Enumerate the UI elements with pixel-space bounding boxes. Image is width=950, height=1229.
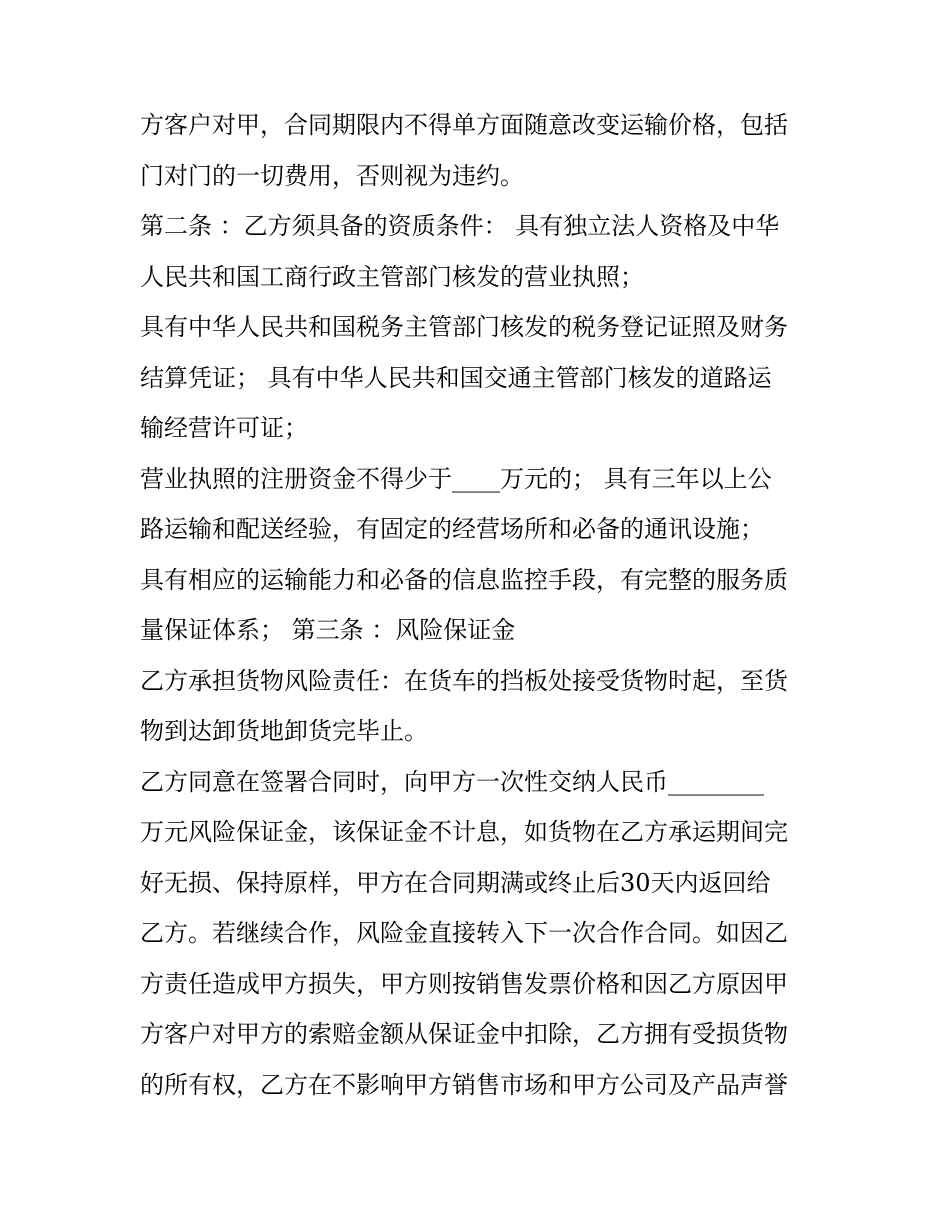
text-line: 第二条 ：乙方须具备的资质条件： 具有独立法人资格及中华 bbox=[140, 212, 780, 240]
text-line: 乙方。若继续合作，风险金直接转入下一次合作合同。如因乙 bbox=[140, 919, 788, 947]
text-line: 输经营许可证； bbox=[140, 414, 308, 442]
text-line: 营业执照的注册资金不得少于____万元的； 具有三年以上公 bbox=[140, 464, 772, 493]
text-line: 的所有权，乙方在不影响甲方销售市场和甲方公司及产品声誉 bbox=[140, 1070, 788, 1099]
text-line: 结算凭证； 具有中华人民共和国交通主管部门核发的道路运 bbox=[140, 363, 772, 392]
text-line: 乙方承担货物风险责任：在货车的挡板处接受货物时起，至货 bbox=[140, 666, 788, 695]
text-line: 万元风险保证金，该保证金不计息，如货物在乙方承运期间完 bbox=[140, 818, 788, 846]
text-line: 具有中华人民共和国税务主管部门核发的税务登记证照及财务 bbox=[140, 313, 788, 341]
text-line: 方客户对甲，合同期限内不得单方面随意改变运输价格，包括 bbox=[140, 111, 788, 139]
text-line: 好无损、保持原样，甲方在合同期满或终止后30天内返回给 bbox=[140, 868, 771, 897]
text-line: 门对门的一切费用，否则视为违约。 bbox=[140, 161, 524, 190]
text-line: 物到达卸货地卸货完毕止。 bbox=[140, 717, 428, 745]
text-line: 方责任造成甲方损失，甲方则按销售发票价格和因乙方原因甲 bbox=[140, 969, 788, 998]
text-line: 方客户对甲方的索赔金额从保证金中扣除，乙方拥有受损货物 bbox=[140, 1020, 788, 1048]
contract-body-text bbox=[140, 100, 830, 1110]
text-line: 人民共和国工商行政主管部门核发的营业执照； bbox=[140, 262, 644, 291]
text-line: 量保证体系； 第三条 ：风险保证金 bbox=[140, 616, 516, 644]
text-line: 路运输和配送经验，有固定的经营场所和必备的通讯设施； bbox=[140, 515, 764, 543]
text-line: 具有相应的运输能力和必备的信息监控手段，有完整的服务质 bbox=[140, 565, 788, 594]
text-line: 乙方同意在签署合同时，向甲方一次性交纳人民币________ bbox=[140, 767, 764, 796]
